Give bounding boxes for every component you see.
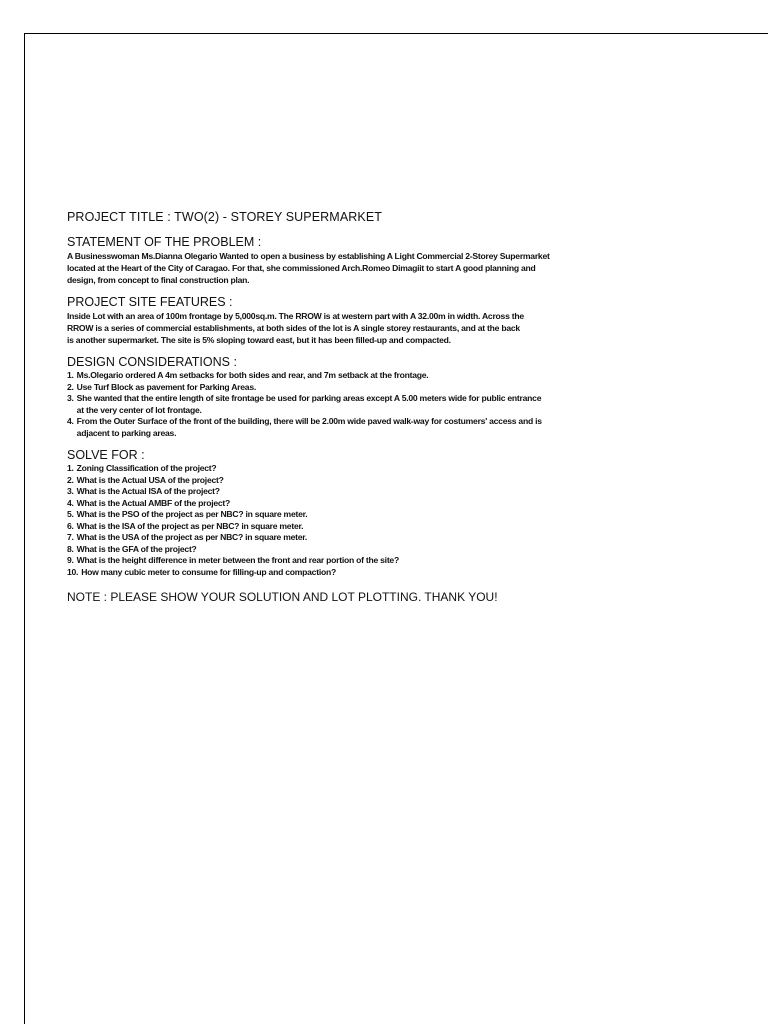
document-content	[67, 210, 727, 604]
solve-item	[67, 463, 727, 475]
item-number: 1.	[67, 463, 74, 473]
item-text: What is the Actual ISA of the project?	[76, 486, 220, 496]
item-number: 4.	[67, 416, 74, 426]
site-line: is another supermarket. The site is 5% sloping toward east, but it has been filled-up and compacted.	[67, 335, 451, 345]
item-number: 10.	[67, 566, 79, 577]
item-text: What is the USA of the project as per NBC? in square meter.	[76, 532, 308, 542]
item-number: 9.	[67, 555, 74, 565]
site-line: Inside Lot with an area of 100m frontage by 5,000sq.m. The RROW is at western part with A 32.00m in width. Across the	[67, 311, 524, 321]
item-text: What is the PSO of the project as per NBC? in square meter.	[76, 509, 308, 519]
problem-text	[67, 250, 727, 286]
item-text: What is the Actual USA of the project?	[76, 474, 224, 485]
solve-item	[67, 475, 727, 487]
solve-list	[67, 463, 727, 578]
item-text	[77, 393, 727, 416]
site-line: RROW is a series of commercial establishments, at both sides of the lot is A single storey restaurants, and at the back	[67, 323, 520, 333]
item-line: adjacent to parking areas.	[76, 427, 177, 438]
item-text	[77, 370, 727, 382]
item-number: 2.	[67, 474, 74, 485]
problem-line: design, from concept to final construction plan.	[67, 275, 250, 285]
project-title: PROJECT TITLE : TWO(2) - STOREY SUPERMARKET	[67, 210, 382, 224]
item-number: 1.	[67, 370, 74, 380]
problem-line: A Businesswoman Ms.Dianna Olegario Wanted to open a business by establishing A Light Commercial 2-Storey Supermarket	[67, 251, 550, 261]
problem-heading: STATEMENT OF THE PROBLEM :	[67, 235, 262, 249]
solve-item	[67, 521, 727, 533]
problem-section	[67, 235, 727, 286]
design-item	[67, 416, 727, 439]
design-item	[67, 370, 727, 382]
item-line: Use Turf Block as pavement for Parking Areas.	[76, 381, 256, 392]
site-heading: PROJECT SITE FEATURES :	[67, 295, 233, 309]
solve-item	[67, 498, 727, 510]
solve-item	[67, 567, 727, 579]
solve-item	[67, 532, 727, 544]
solve-item	[67, 486, 727, 498]
item-line: She wanted that the entire length of site frontage be used for parking areas except A 5.00 meters wide for public entrance	[76, 393, 542, 403]
item-text: Zoning Classification of the project?	[76, 463, 217, 473]
design-item	[67, 393, 727, 416]
closing-note: NOTE : PLEASE SHOW YOUR SOLUTION AND LOT PLOTTING. THANK YOU!	[67, 590, 498, 604]
item-number: 8.	[67, 543, 74, 554]
item-number: 2.	[67, 381, 74, 392]
item-text: What is the ISA of the project as per NBC? in square meter.	[76, 520, 304, 531]
design-item	[67, 382, 727, 394]
site-text	[67, 310, 727, 346]
design-section	[67, 355, 727, 439]
item-number: 3.	[67, 393, 74, 403]
item-number: 5.	[67, 509, 74, 519]
item-number: 3.	[67, 486, 74, 496]
item-number: 6.	[67, 520, 74, 531]
solve-item	[67, 555, 727, 567]
solve-section	[67, 448, 727, 578]
design-heading: DESIGN CONSIDERATIONS :	[67, 355, 237, 369]
item-text: What is the GFA of the project?	[76, 543, 197, 554]
item-text: What is the height difference in meter between the front and rear portion of the site?	[76, 555, 399, 565]
solve-item	[67, 544, 727, 556]
problem-line: located at the Heart of the City of Caragao. For that, she commissioned Arch.Romeo Dimagiit to start A good planning and	[67, 263, 536, 273]
item-line: Ms.Olegario ordered A 4m setbacks for both sides and rear, and 7m setback at the frontage.	[76, 370, 429, 380]
design-list	[67, 370, 727, 439]
item-text: How many cubic meter to consume for filling-up and compaction?	[81, 566, 336, 577]
solve-item	[67, 509, 727, 521]
item-line: From the Outer Surface of the front of the building, there will be 2.00m wide paved walk-way for costumers' access and is	[76, 416, 542, 426]
item-text: What is the Actual AMBF of the project?	[76, 497, 231, 508]
site-section	[67, 295, 727, 346]
item-number: 4.	[67, 497, 74, 508]
item-line: at the very center of lot frontage.	[76, 404, 202, 415]
solve-heading: SOLVE FOR :	[67, 448, 145, 462]
item-number: 7.	[67, 532, 74, 542]
item-text	[77, 382, 727, 394]
item-text	[77, 416, 727, 439]
